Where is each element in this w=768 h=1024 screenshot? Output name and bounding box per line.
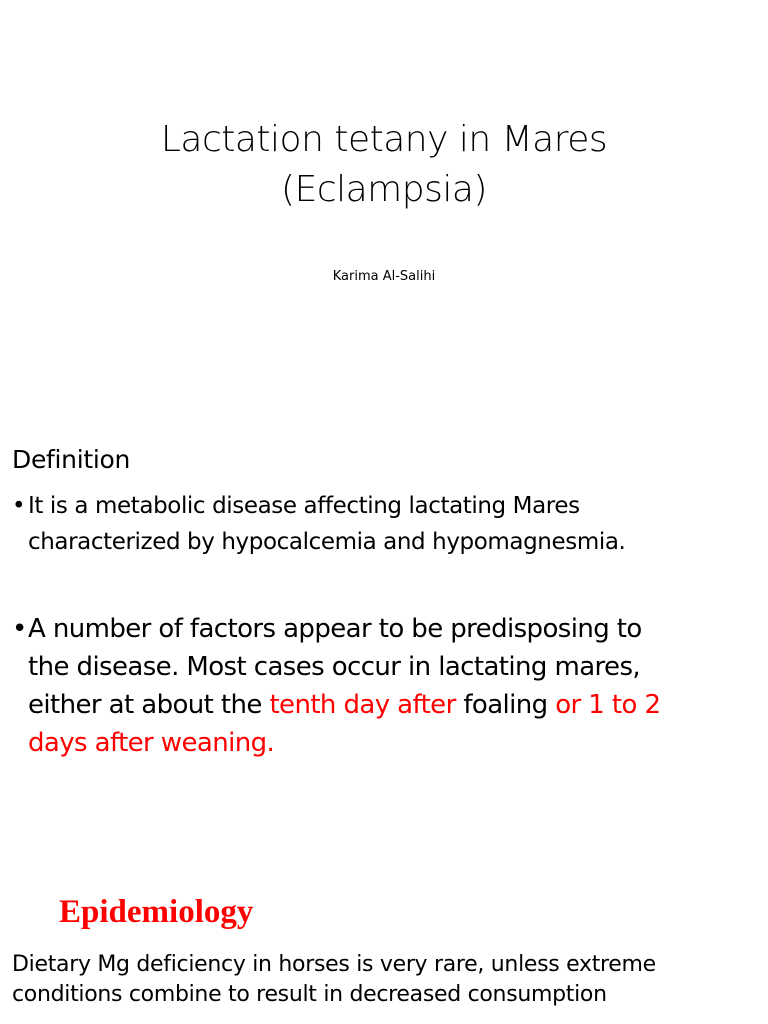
- bullet-1-line-2: characterized by hypocalcemia and hypomagnesmia.: [28, 529, 626, 555]
- epidemiology-paragraph: [12, 950, 656, 1010]
- bullet-2-line-1: A number of factors appear to be predisposing to: [28, 614, 642, 644]
- epidemiology-line-1: Dietary Mg deficiency in horses is very rare, unless extreme: [12, 952, 656, 977]
- highlight-weaning-days: or 1 to 2: [555, 690, 661, 720]
- bullet-2-line-3: [28, 686, 660, 724]
- bullet-2-line-2: the disease. Most cases occur in lactating mares,: [28, 652, 641, 682]
- bullet-2-text: either at about the: [28, 690, 270, 720]
- bullet-1-line-1: It is a metabolic disease affecting lactating Mares: [28, 493, 580, 519]
- highlight-tenth-day: tenth day after: [269, 690, 456, 720]
- definition-bullet-2: [12, 610, 660, 762]
- bullet-2-text: foaling: [455, 690, 556, 720]
- epidemiology-heading: Epidemiology: [59, 894, 254, 930]
- slide-title-line-2: (Eclampsia): [281, 169, 487, 210]
- epidemiology-line-2: conditions combine to result in decreased consumption: [12, 982, 607, 1007]
- bullet-2-line-4: days after weaning.: [28, 728, 275, 758]
- definition-bullet-1: [12, 488, 625, 560]
- slide-title-line-1: Lactation tetany in Mares: [160, 119, 608, 160]
- definition-heading: Definition: [12, 445, 131, 474]
- author-name: Karima Al-Salihi: [332, 269, 436, 284]
- bullet-marker: •: [12, 614, 27, 644]
- title-slide: [0, 0, 768, 400]
- bullet-marker: •: [12, 493, 26, 519]
- slide-title: [0, 115, 768, 215]
- definition-slide: [0, 400, 768, 1024]
